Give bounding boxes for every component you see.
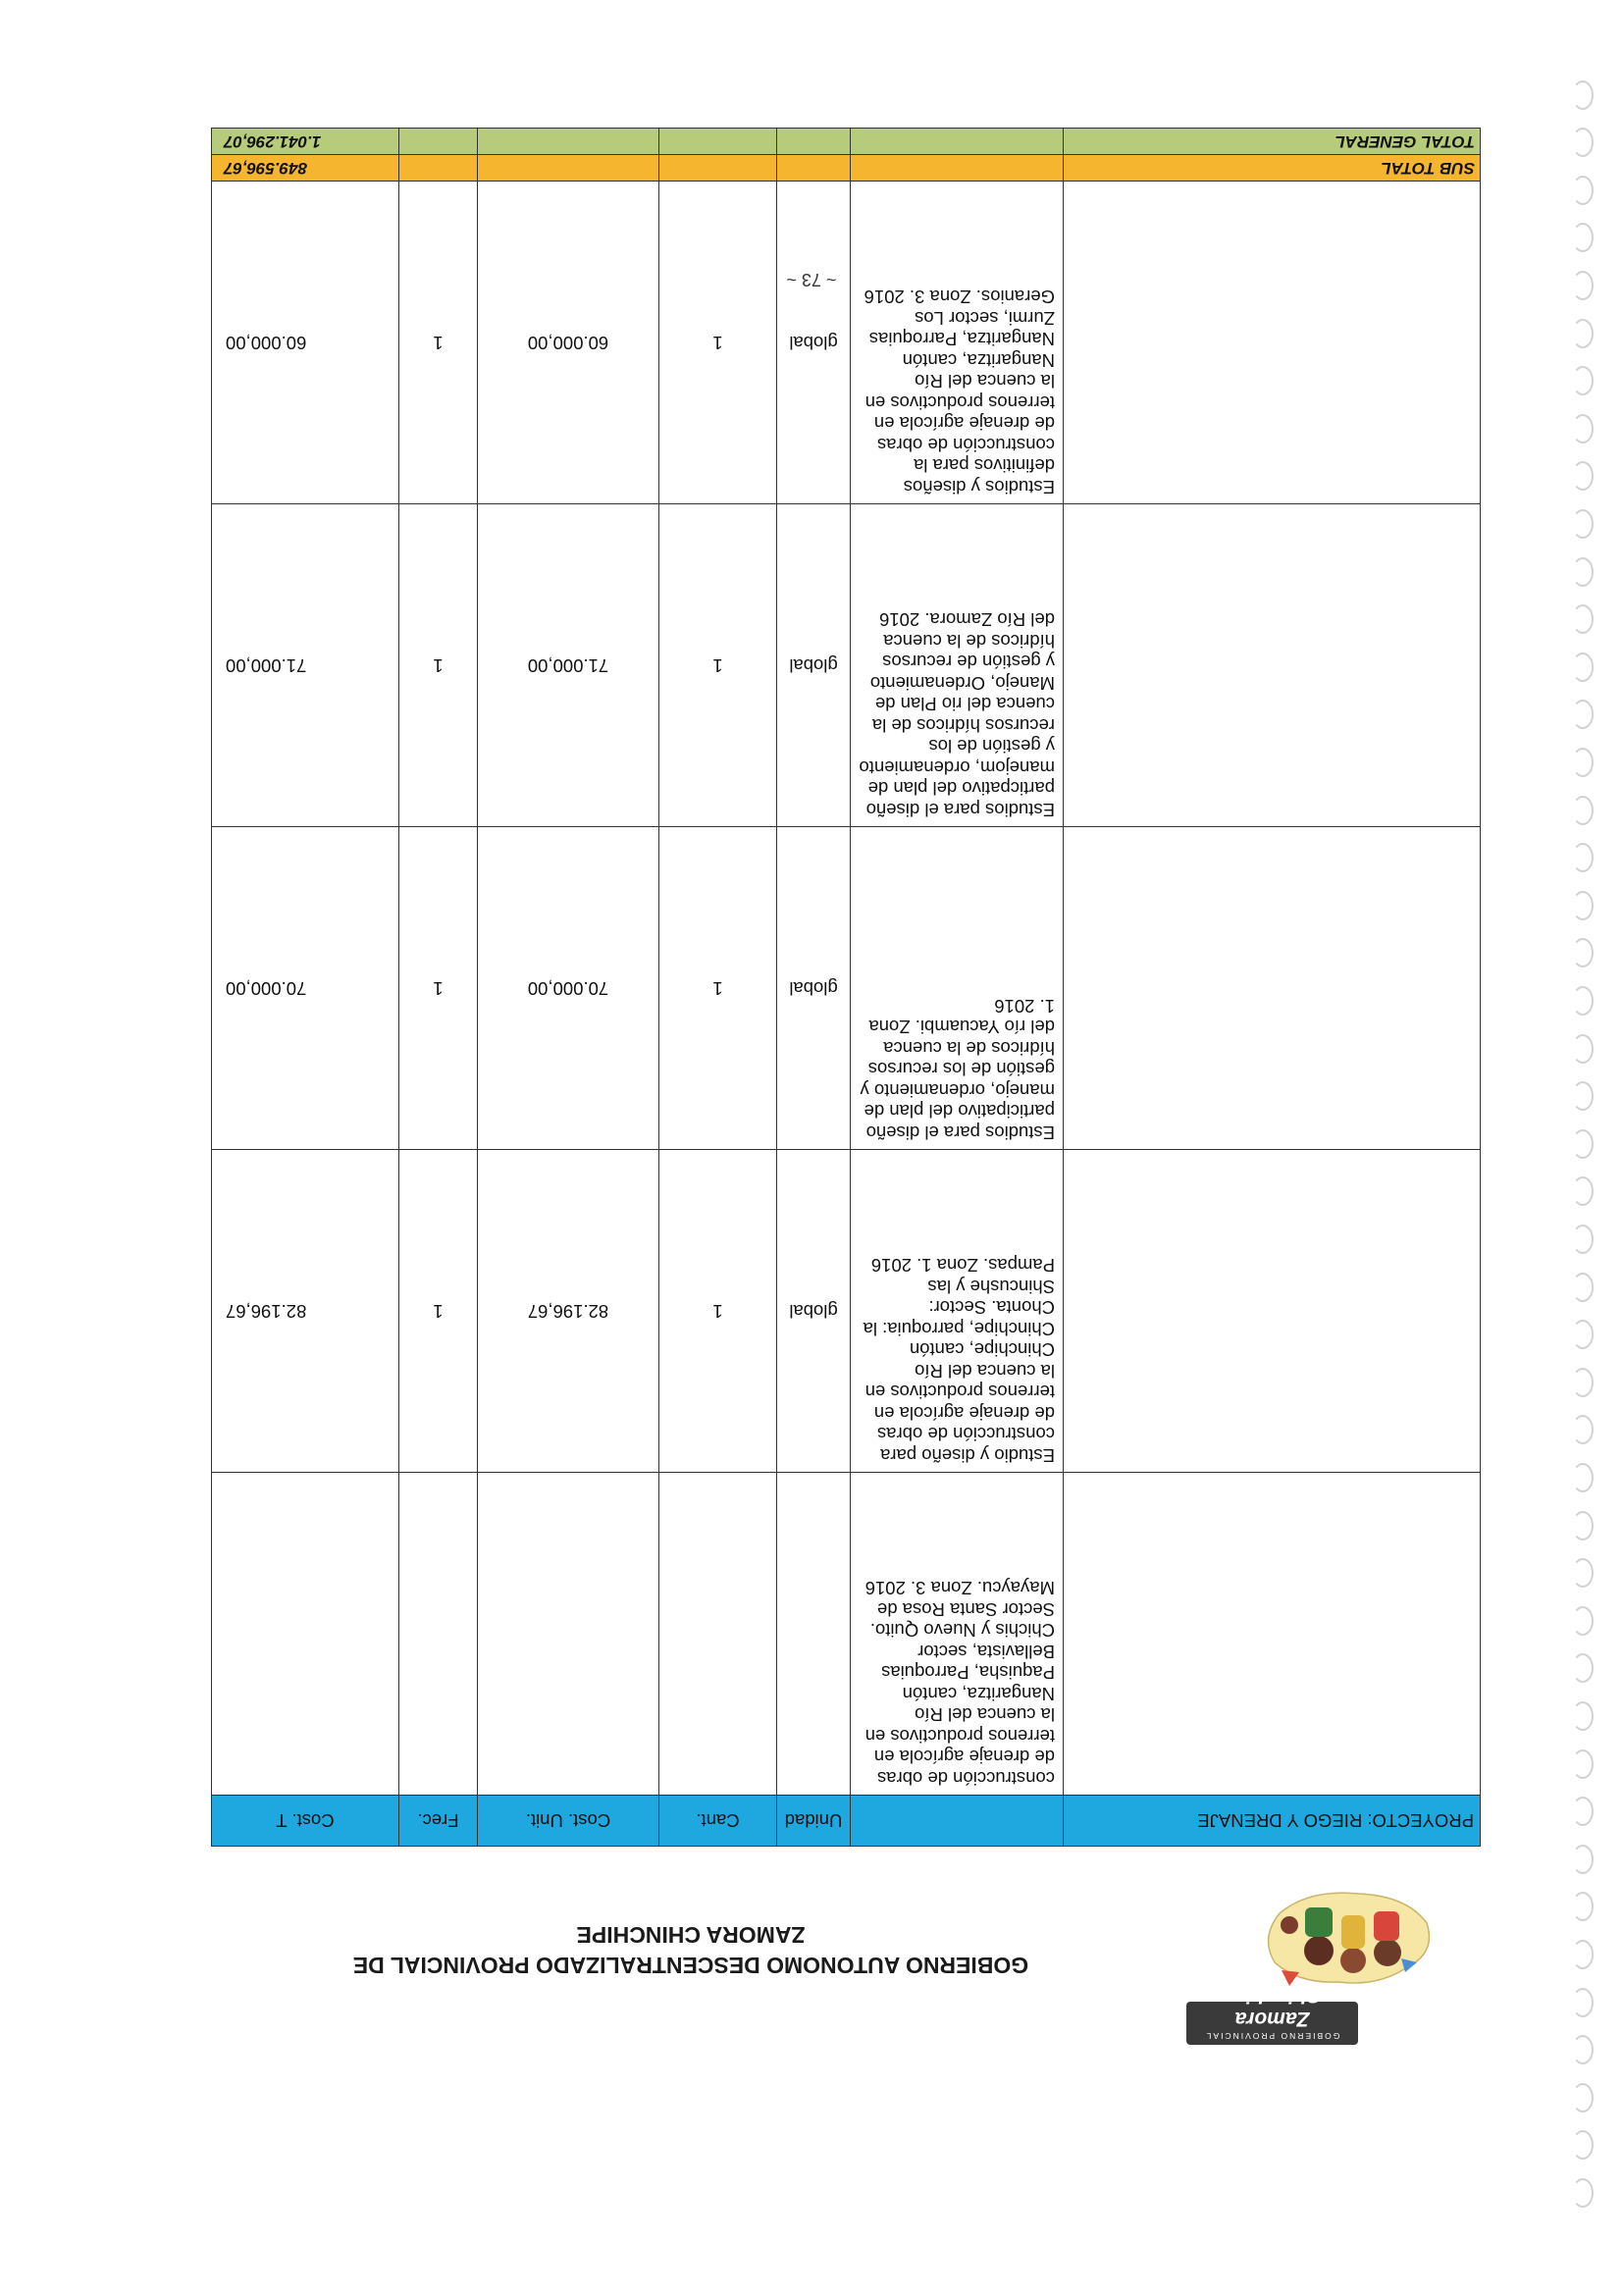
binding-hole	[1572, 1176, 1594, 1206]
binding-hole	[1572, 938, 1594, 967]
binding-hole	[1572, 1081, 1594, 1111]
binding-hole	[1572, 366, 1594, 395]
cost-t-cell	[212, 1473, 399, 1796]
sub-total-row	[212, 155, 1481, 182]
cost-unit-cell: 71.000,00	[478, 504, 659, 827]
binding-hole	[1572, 1797, 1594, 1826]
binding-hole	[1572, 652, 1594, 682]
budget-table	[211, 128, 1481, 1847]
total-general-row	[212, 129, 1481, 155]
binding-hole	[1572, 1892, 1594, 1921]
binding-hole	[1572, 1129, 1594, 1159]
col-header-cant: Cant.	[659, 1796, 777, 1847]
binding-hole	[1572, 2035, 1594, 2064]
empty-cell	[399, 155, 478, 182]
total-general-value: 1.041.296,07	[212, 129, 399, 155]
logo-top-text: GOBIERNO PROVINCIAL	[1204, 2031, 1340, 2041]
cost-unit-cell: 82.196,67	[478, 1150, 659, 1473]
col-header-frec: Frec.	[399, 1796, 478, 1847]
binding-hole	[1572, 1225, 1594, 1254]
provincial-logo	[1181, 1884, 1446, 2051]
description-cell: Estudios y diseños definitivos para la construcción de obras de drenaje agrícola en terrenos productivos en la cuenca del Río Nangaritza, cantón Nangaritza, Parroquias Zurmi, sector Los Geranios. Zona 3. 2016	[851, 182, 1064, 504]
binding-hole	[1572, 557, 1594, 587]
description-cell: construcción de obras de drenaje agrícola en terrenos productivos en la cuenca del Río Nangaritza, cantón Paquisha, Parroquias Bellavista, sector Chichis y Nuevo Quito. Sector Santa Rosa de Mayaycu. Zona 3. 2016	[851, 1473, 1064, 1796]
project-cell	[1064, 504, 1481, 827]
frec-cell: 1	[399, 827, 478, 1150]
description-cell: Estudios para el diseño particpativo del plan de manejom, ordenamiento y gestión de los recursos hídricos de la cuenca del rio Plan de Manejo, Ordenamiento y gestión de recursos hídricos de la cuenca del Río Zamora. 2016	[851, 504, 1064, 827]
cost-unit-cell: 60.000,00	[478, 182, 659, 504]
logo-artwork-icon	[1250, 1884, 1446, 2011]
binding-hole	[1572, 796, 1594, 825]
binding-hole	[1572, 843, 1594, 872]
binding-hole	[1572, 1606, 1594, 1636]
empty-cell	[777, 155, 851, 182]
binding-hole	[1572, 1988, 1594, 2017]
table-header-row	[212, 1796, 1481, 1847]
empty-cell	[399, 129, 478, 155]
description-cell: Estudio y diseño para construcción de obras de drenaje agrícola en terrenos productivos en la cuenca del Río Chinchipe, cantón Chinchipe, parroquia: la Chonta. Sector: Shincushe y las Pampas. Zona 1. 2016	[851, 1150, 1064, 1473]
binding-hole	[1572, 1653, 1594, 1683]
binding-hole	[1572, 1845, 1594, 1874]
binding-hole	[1572, 1463, 1594, 1492]
binding-hole	[1572, 461, 1594, 491]
document-header	[171, 1884, 1446, 2051]
empty-cell	[478, 129, 659, 155]
binding-hole	[1572, 319, 1594, 348]
binding-hole	[1572, 2130, 1594, 2160]
table-row	[212, 182, 1481, 504]
frec-cell: 1	[399, 1150, 478, 1473]
empty-cell	[777, 129, 851, 155]
binding-hole	[1572, 1368, 1594, 1397]
empty-cell	[851, 129, 1064, 155]
binding-hole	[1572, 80, 1594, 110]
col-header-project: PROYECTO: RIEGO Y DRENAJE	[1064, 1796, 1481, 1847]
project-cell	[1064, 1150, 1481, 1473]
logo-name-text: Zamora Chinchipe	[1222, 1984, 1323, 2030]
title-line-1: GOBIERNO AUTONOMO DESCENTRALIZADO PROVINCIAL DE	[352, 1953, 1029, 1978]
col-header-unidad: Unidad	[777, 1796, 851, 1847]
binding-hole	[1572, 223, 1594, 252]
project-cell	[1064, 1473, 1481, 1796]
binding-hole	[1572, 1749, 1594, 1779]
binding-hole	[1572, 1320, 1594, 1349]
frec-cell	[399, 1473, 478, 1796]
unidad-cell	[777, 1473, 851, 1796]
binding-hole	[1572, 986, 1594, 1016]
binding-hole	[1572, 1701, 1594, 1731]
document-title	[210, 1919, 1172, 1980]
description-cell: Estudios para el diseño participativo del plan de manejo, ordenamiento y gestión de los recursos hídricos de la cuenca del río Yacuambi. Zona 1. 2016	[851, 827, 1064, 1150]
cant-cell	[659, 1473, 777, 1796]
cost-t-cell: 70.000,00	[212, 827, 399, 1150]
budget-table-wrapper	[212, 128, 1481, 1847]
empty-cell	[659, 129, 777, 155]
cost-unit-cell: 70.000,00	[478, 827, 659, 1150]
total-general-label: TOTAL GENERAL	[1064, 129, 1481, 155]
binding-hole	[1572, 176, 1594, 205]
binding-hole	[1572, 1511, 1594, 1540]
unidad-cell: global	[777, 182, 851, 504]
binding-holes	[1562, 49, 1601, 2208]
binding-hole	[1572, 509, 1594, 539]
table-row	[212, 827, 1481, 1150]
title-line-2: ZAMORA CHINCHIPE	[576, 1922, 806, 1948]
binding-hole	[1572, 128, 1594, 157]
table-row	[212, 1473, 1481, 1796]
frec-cell: 1	[399, 504, 478, 827]
page-number: ~ 73 ~	[786, 270, 837, 289]
table-row	[212, 504, 1481, 827]
empty-cell	[478, 155, 659, 182]
empty-cell	[851, 155, 1064, 182]
cant-cell: 1	[659, 827, 777, 1150]
cost-t-cell: 82.196,67	[212, 1150, 399, 1473]
col-header-cost-t: Cost. T	[212, 1796, 399, 1847]
binding-hole	[1572, 1034, 1594, 1064]
binding-hole	[1572, 1558, 1594, 1588]
unidad-cell: global	[777, 504, 851, 827]
empty-cell	[659, 155, 777, 182]
cost-t-cell: 71.000,00	[212, 504, 399, 827]
binding-hole	[1572, 414, 1594, 444]
sub-total-value: 849.596,67	[212, 155, 399, 182]
cost-t-cell: 60.000,00	[212, 182, 399, 504]
binding-hole	[1572, 748, 1594, 777]
project-cell	[1064, 827, 1481, 1150]
binding-hole	[1572, 1415, 1594, 1444]
cost-unit-cell	[478, 1473, 659, 1796]
binding-hole	[1572, 1940, 1594, 1969]
binding-hole	[1572, 1273, 1594, 1302]
cant-cell: 1	[659, 504, 777, 827]
frec-cell: 1	[399, 182, 478, 504]
table-row	[212, 1150, 1481, 1473]
unidad-cell: global	[777, 1150, 851, 1473]
col-header-cost-unit: Cost. Unit.	[478, 1796, 659, 1847]
sub-total-label: SUB TOTAL	[1064, 155, 1481, 182]
binding-hole	[1572, 2083, 1594, 2113]
col-header-description	[851, 1796, 1064, 1847]
cant-cell: 1	[659, 182, 777, 504]
binding-hole	[1572, 891, 1594, 920]
project-cell	[1064, 182, 1481, 504]
binding-hole	[1572, 2178, 1594, 2208]
binding-hole	[1572, 604, 1594, 634]
unidad-cell: global	[777, 827, 851, 1150]
cant-cell: 1	[659, 1150, 777, 1473]
binding-hole	[1572, 700, 1594, 729]
